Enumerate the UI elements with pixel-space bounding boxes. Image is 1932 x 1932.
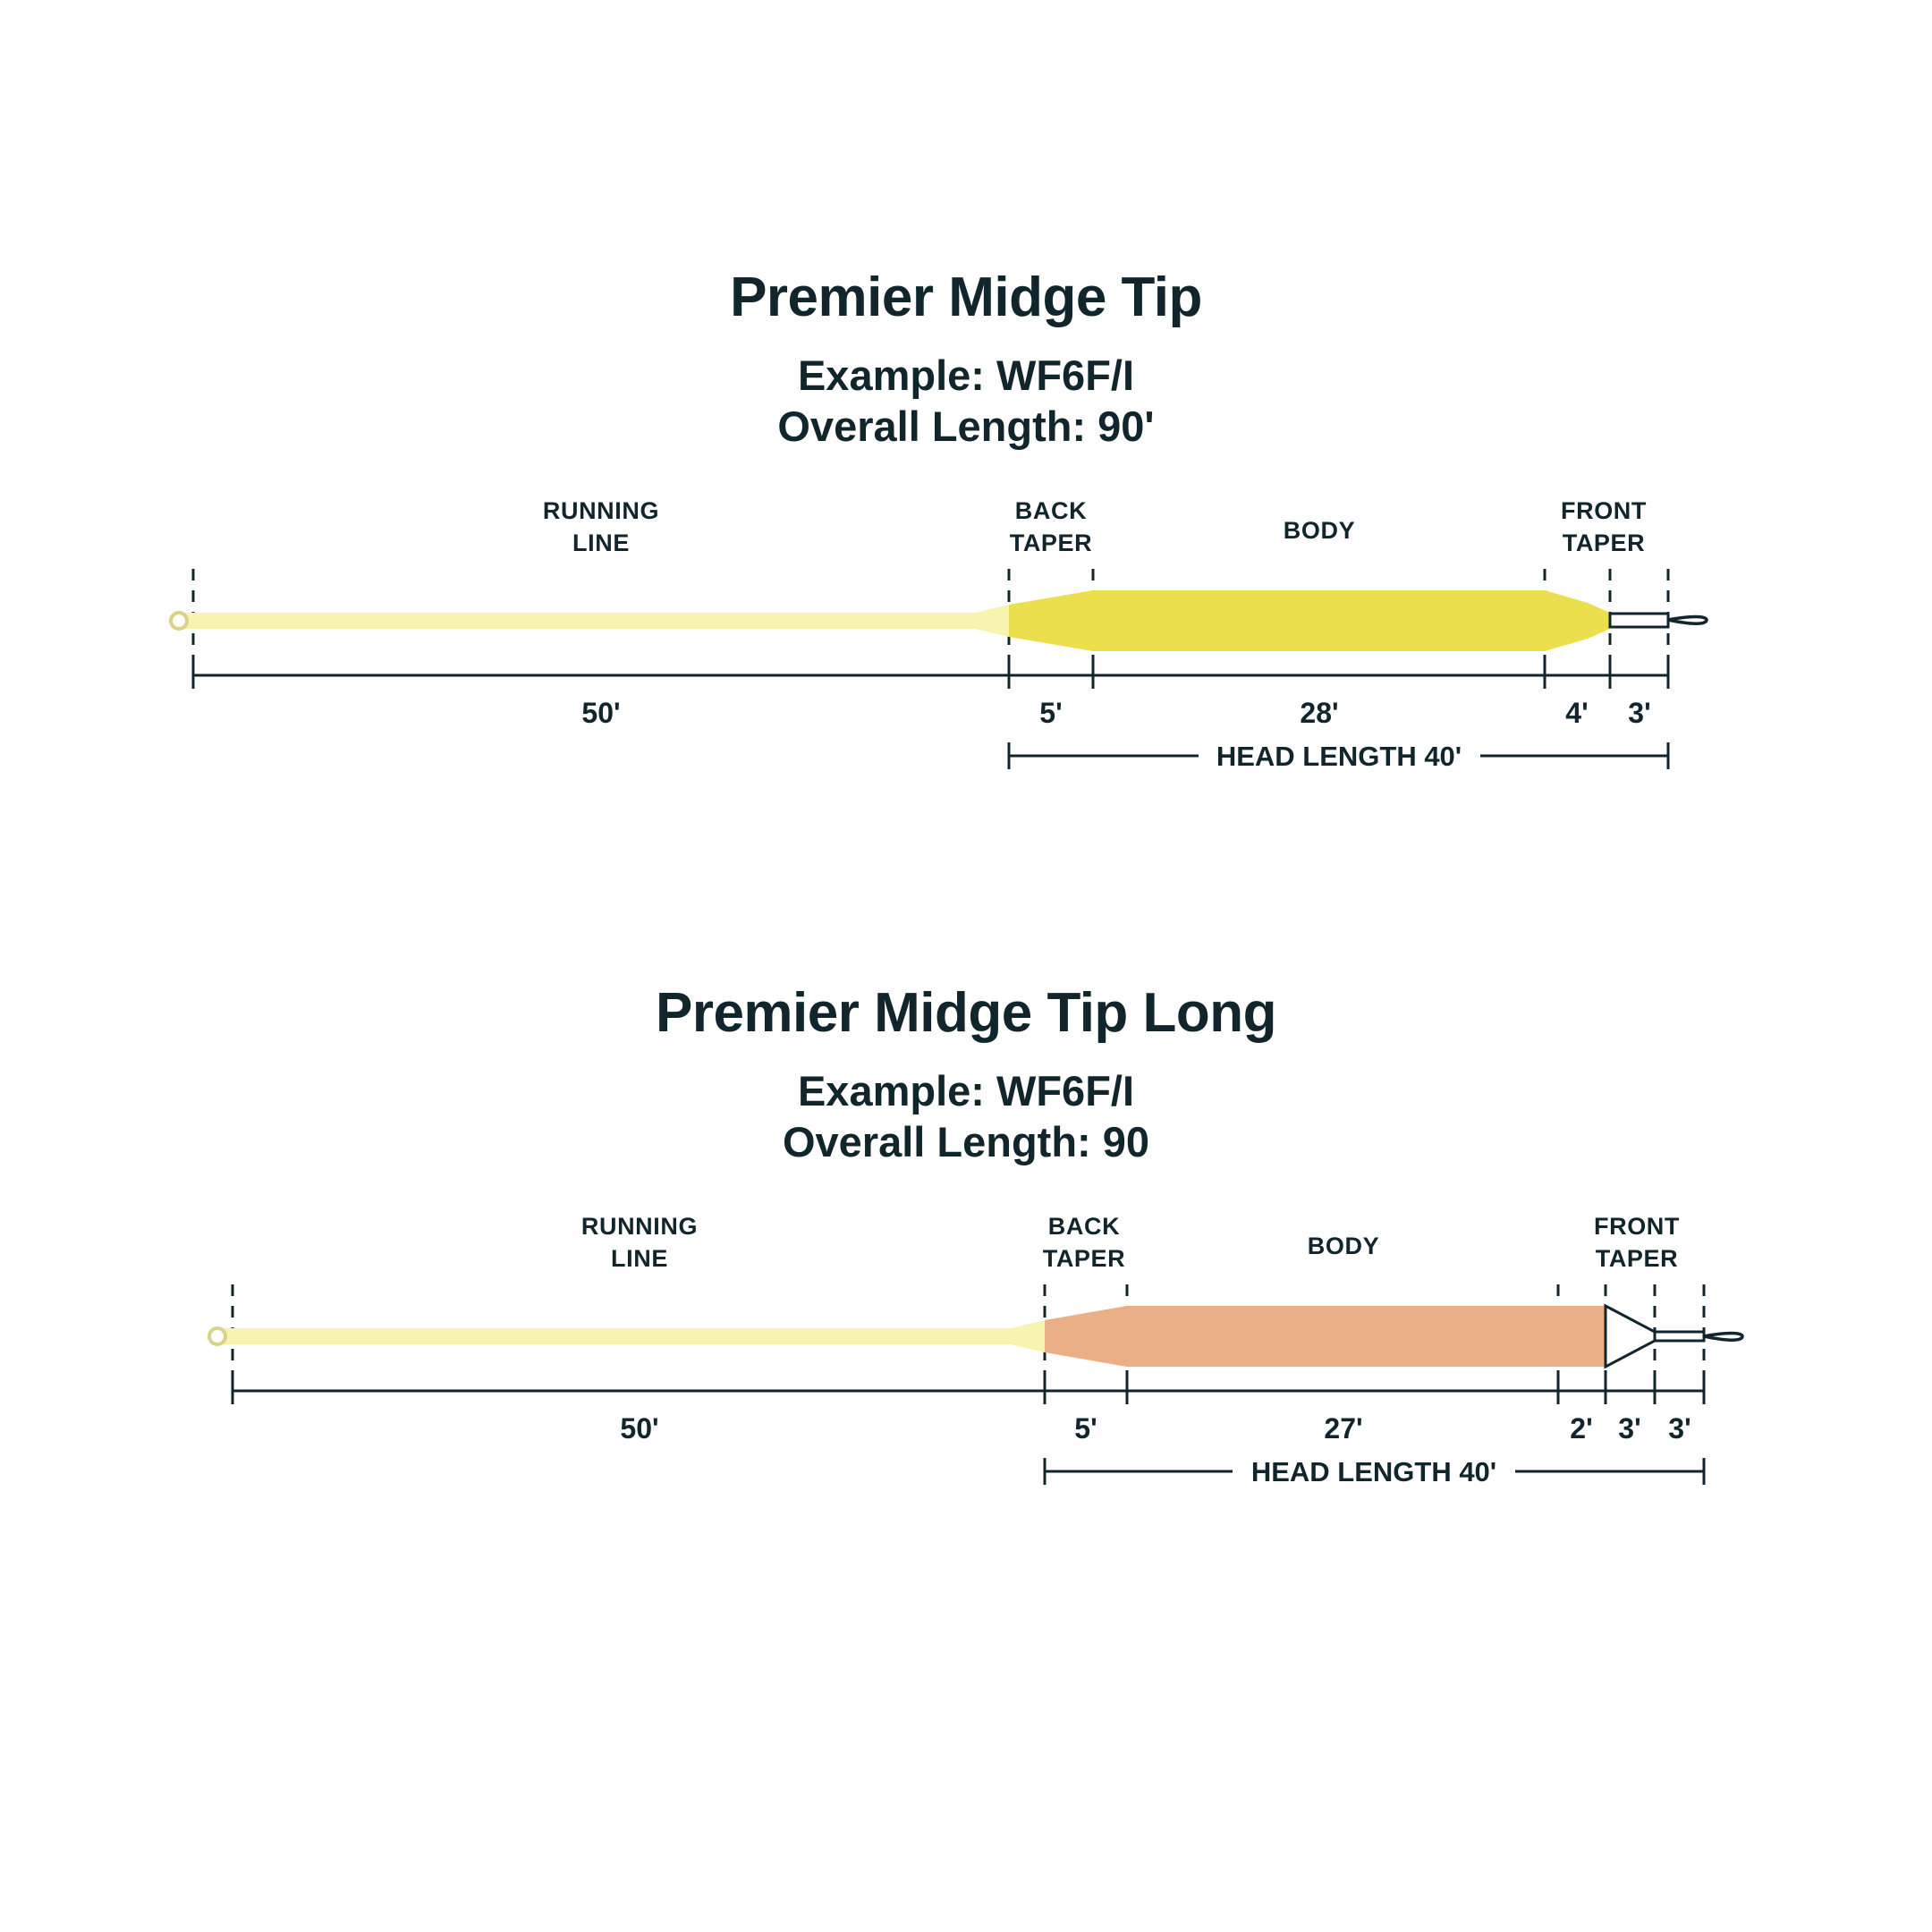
segment-label-running-line-a2: RUNNING (580, 1212, 699, 1240)
segment-label-back-taper-b1: TAPER (1009, 529, 1093, 556)
segment-label-running-line-b1: LINE (572, 529, 630, 556)
segment-label-front-taper-b1: TAPER (1562, 529, 1646, 556)
page-title-1: Premier Midge Tip (730, 267, 1202, 328)
measurement-front-taper-2: 3' (1618, 1411, 1641, 1445)
head-length-bracket-1 (1009, 741, 1668, 772)
front-taper-wedge-2 (1606, 1306, 1655, 1367)
head-section-fill-1 (1009, 590, 1610, 651)
segment-label-back-taper-a2: BACK (1047, 1212, 1121, 1240)
measurement-body-end-2: 2' (1570, 1411, 1593, 1445)
line-profile-diagram-1 (0, 483, 1932, 859)
page-title-2: Premier Midge Tip Long (655, 982, 1277, 1044)
clear-tip-2 (1655, 1332, 1704, 1341)
segment-label-front-taper-b2: TAPER (1595, 1244, 1679, 1272)
line-profile-diagram-2 (0, 1199, 1932, 1574)
back-loop-icon-2 (209, 1328, 225, 1344)
measurement-axis-1 (193, 662, 1668, 729)
segment-label-body-2: BODY (1307, 1232, 1380, 1259)
example-label-1: Example: WF6F/I (797, 352, 1135, 400)
measurement-body-1: 28' (1300, 696, 1339, 729)
example-label-2: Example: WF6F/I (797, 1067, 1135, 1115)
overall-length-label-1: Overall Length: 90' (777, 402, 1155, 451)
segment-label-running-line-a1: RUNNING (542, 496, 660, 524)
clear-tip-1 (1610, 614, 1668, 627)
diagram-premier-midge-tip-long (0, 984, 1932, 1574)
segment-label-front-taper-a1: FRONT (1561, 496, 1647, 524)
head-length-label-2: HEAD LENGTH 40' (1250, 1455, 1497, 1487)
measurement-front-taper-1: 4' (1565, 696, 1589, 729)
segment-label-body-1: BODY (1283, 516, 1356, 544)
welded-loop-icon-2 (1704, 1333, 1742, 1340)
segment-label-front-taper-a2: FRONT (1594, 1212, 1680, 1240)
measurement-back-taper-2: 5' (1074, 1411, 1097, 1445)
back-loop-icon-1 (171, 613, 187, 629)
segment-label-back-taper-b2: TAPER (1042, 1244, 1126, 1272)
titles-group-1 (0, 268, 1932, 453)
measurement-axis-2 (233, 1377, 1704, 1445)
overall-length-label-2: Overall Length: 90 (782, 1118, 1150, 1166)
head-length-label-1: HEAD LENGTH 40' (1216, 740, 1462, 772)
welded-loop-icon-1 (1668, 616, 1707, 623)
measurement-tip-2: 3' (1668, 1411, 1691, 1445)
line-profile-svg-wrap-2 (0, 1199, 1932, 1574)
measurement-running-line-2: 50' (620, 1411, 659, 1445)
measurement-tip-1: 3' (1628, 696, 1651, 729)
measurement-back-taper-1: 5' (1039, 696, 1063, 729)
head-section-fill-2 (1045, 1306, 1606, 1367)
measurement-body-2: 27' (1324, 1411, 1363, 1445)
segment-label-running-line-b2: LINE (611, 1244, 668, 1272)
titles-group-2 (0, 984, 1932, 1168)
head-length-bracket-2 (1045, 1456, 1704, 1487)
line-profile-svg-wrap-1 (0, 483, 1932, 859)
measurement-running-line-1: 50' (581, 696, 621, 729)
fly-line-shape-2 (209, 1306, 1742, 1367)
fly-line-shape-1 (171, 590, 1707, 651)
diagram-premier-midge-tip (0, 268, 1932, 859)
segment-label-back-taper-a1: BACK (1014, 496, 1088, 524)
